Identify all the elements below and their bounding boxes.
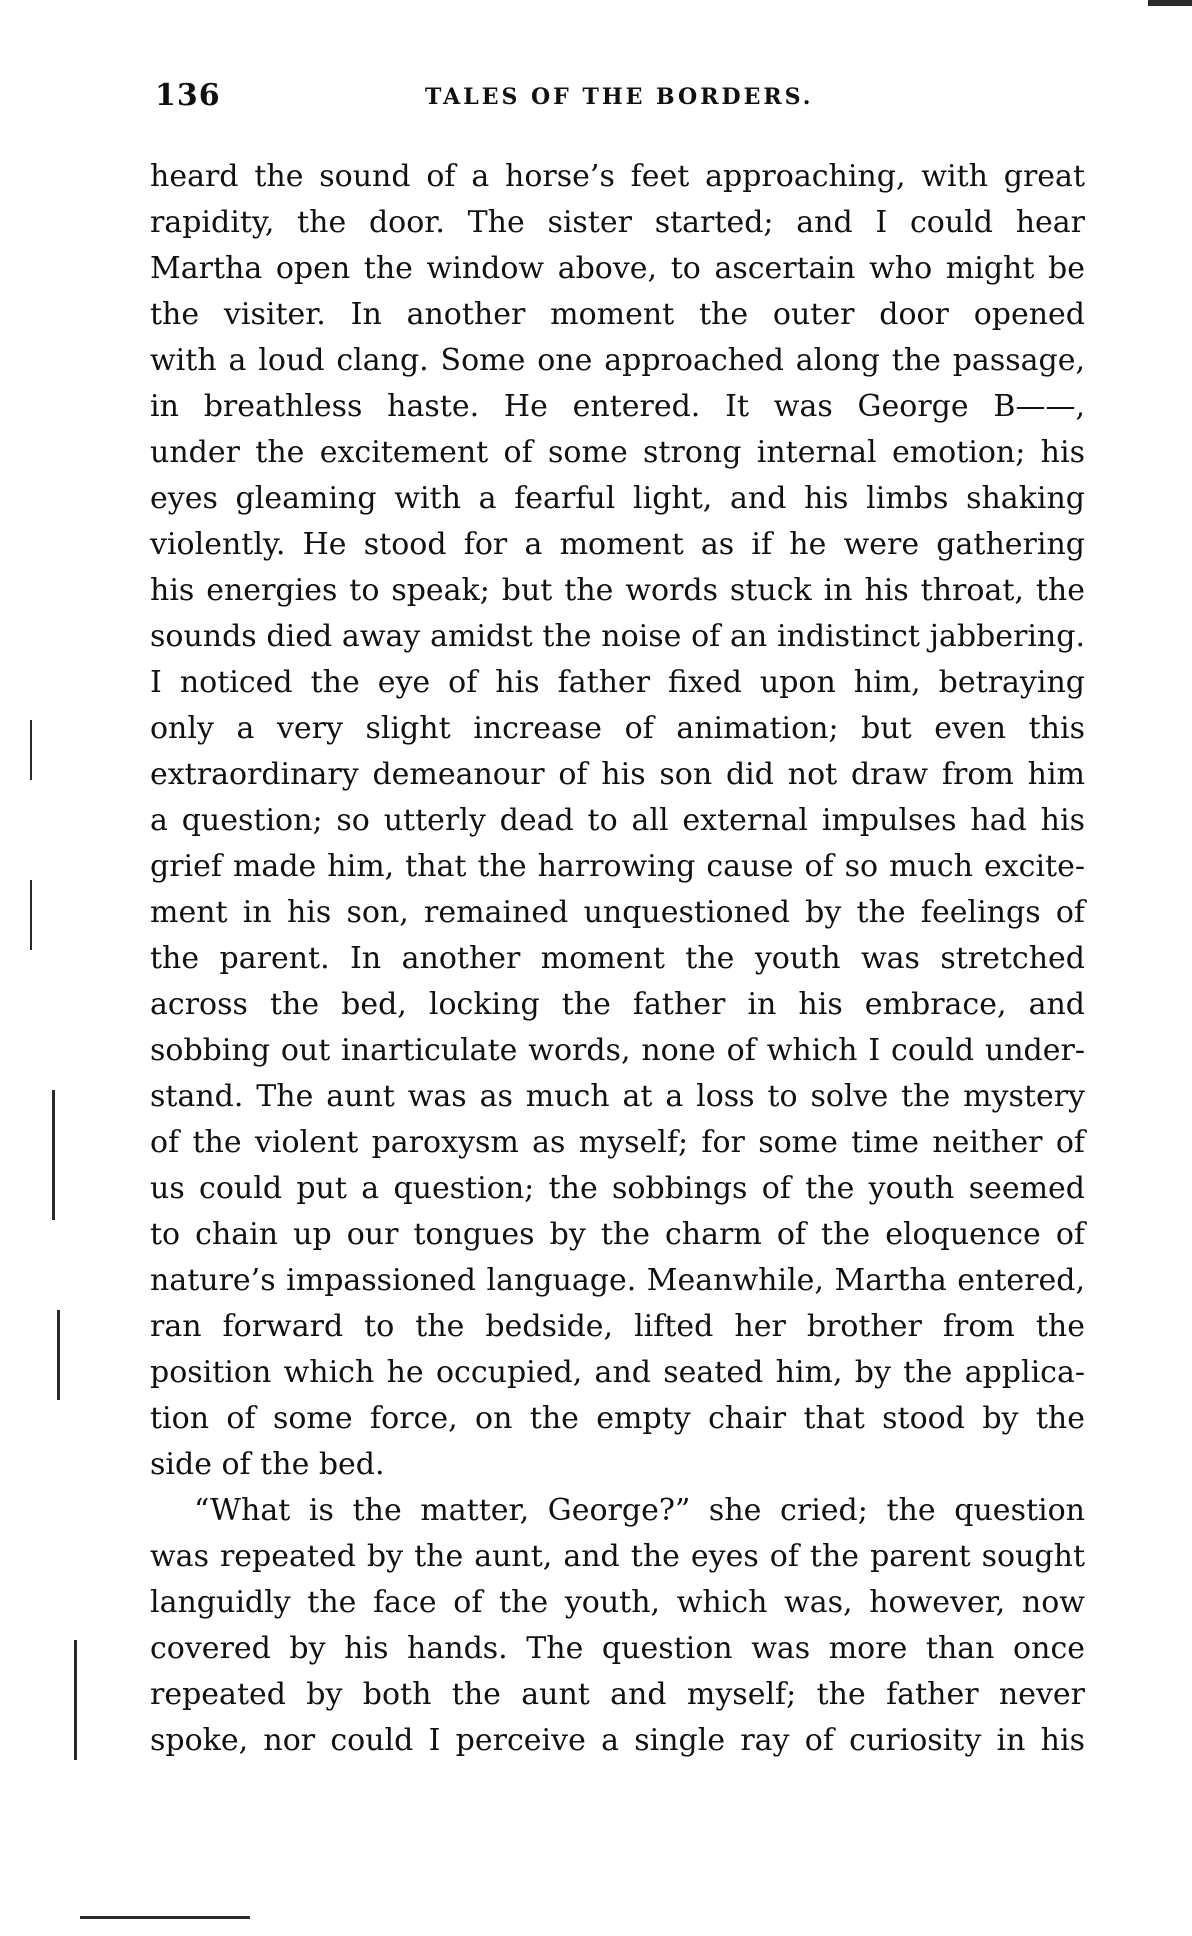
scan-artifact-left-mark bbox=[74, 1640, 77, 1760]
text-line: languidly the face of the youth, which was, however, now bbox=[150, 1585, 1085, 1620]
text-line: I noticed the eye of his father fixed upon him, betraying bbox=[150, 665, 1085, 700]
running-title: TALES OF THE BORDERS. bbox=[425, 84, 814, 110]
text-line: across the bed, locking the father in his embrace, and bbox=[150, 987, 1085, 1022]
text-line: spoke, nor could I perceive a single ray of curiosity in his bbox=[150, 1723, 1085, 1758]
text-line: eyes gleaming with a fearful light, and his limbs shaking bbox=[150, 481, 1085, 516]
text-line: the visiter. In another moment the outer door opened bbox=[150, 297, 1085, 332]
text-line: nature’s impassioned language. Meanwhile, Martha entered, bbox=[150, 1263, 1085, 1298]
text-line: side of the bed. bbox=[150, 1447, 385, 1482]
text-line: ran forward to the bedside, lifted her brother from the bbox=[150, 1309, 1085, 1344]
text-line: a question; so utterly dead to all external impulses had his bbox=[150, 803, 1085, 838]
scan-artifact-left-mark bbox=[52, 1090, 55, 1220]
scan-artifact-bottom-rule bbox=[80, 1916, 250, 1919]
text-line: position which he occupied, and seated him, by the applica- bbox=[150, 1355, 1085, 1390]
paragraph-2 bbox=[150, 1488, 1085, 1764]
text-line: rapidity, the door. The sister started; and I could hear bbox=[150, 205, 1085, 240]
text-line: the parent. In another moment the youth was stretched bbox=[150, 941, 1085, 976]
text-line: heard the sound of a horse’s feet approaching, with great bbox=[150, 159, 1085, 194]
text-line: his energies to speak; but the words stuck in his throat, the bbox=[150, 573, 1085, 608]
text-line: of the violent paroxysm as myself; for some time neither of bbox=[150, 1125, 1085, 1160]
text-line: sobbing out inarticulate words, none of which I could under- bbox=[150, 1033, 1085, 1068]
text-line: sounds died away amidst the noise of an indistinct jabbering. bbox=[150, 619, 1085, 654]
text-line: to chain up our tongues by the charm of the eloquence of bbox=[150, 1217, 1085, 1252]
text-line: tion of some force, on the empty chair that stood by the bbox=[150, 1401, 1085, 1436]
text-line: violently. He stood for a moment as if he were gathering bbox=[150, 527, 1085, 562]
text-line: with a loud clang. Some one approached along the passage, bbox=[150, 343, 1085, 378]
text-line: covered by his hands. The question was more than once bbox=[150, 1631, 1085, 1666]
text-line: grief made him, that the harrowing cause of so much excite- bbox=[150, 849, 1085, 884]
scan-artifact-top-right bbox=[1148, 0, 1192, 6]
text-line: repeated by both the aunt and myself; the father never bbox=[150, 1677, 1085, 1712]
text-line: us could put a question; the sobbings of the youth seemed bbox=[150, 1171, 1085, 1206]
text-line: extraordinary demeanour of his son did not draw from him bbox=[150, 757, 1085, 792]
text-line: only a very slight increase of animation; but even this bbox=[150, 711, 1085, 746]
scan-artifact-left-mark bbox=[30, 880, 32, 950]
text-line: ment in his son, remained unquestioned by the feelings of bbox=[150, 895, 1085, 930]
text-line: in breathless haste. He entered. It was George B——, bbox=[150, 389, 1085, 424]
scan-artifact-left-mark bbox=[30, 720, 32, 780]
paragraph-1 bbox=[150, 154, 1085, 1488]
text-line: Martha open the window above, to ascertain who might be bbox=[150, 251, 1085, 286]
text-line: under the excitement of some strong internal emotion; his bbox=[150, 435, 1085, 470]
text-line: stand. The aunt was as much at a loss to solve the mystery bbox=[150, 1079, 1085, 1114]
page-header bbox=[155, 78, 1090, 118]
text-line: was repeated by the aunt, and the eyes of the parent sought bbox=[150, 1539, 1085, 1574]
text-line: “What is the matter, George?” she cried; the question bbox=[194, 1493, 1085, 1528]
body-text bbox=[150, 154, 1085, 1764]
scan-artifact-left-mark bbox=[57, 1310, 60, 1400]
page-number: 136 bbox=[155, 78, 221, 113]
